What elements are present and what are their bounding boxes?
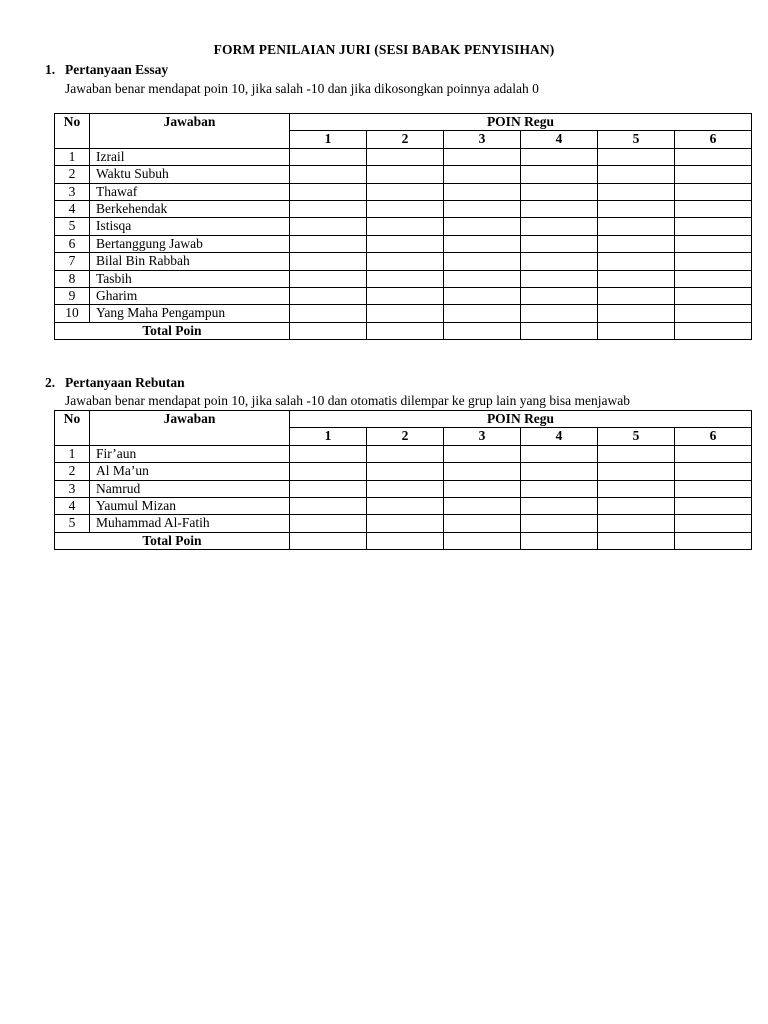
score-cell <box>598 253 675 270</box>
total-label: Total Poin <box>55 322 290 339</box>
table-row <box>55 287 752 304</box>
row-answer: Izrail <box>90 148 290 165</box>
score-cell <box>598 235 675 252</box>
score-cell <box>444 148 521 165</box>
score-cell <box>675 166 752 183</box>
score-cell <box>290 183 367 200</box>
row-number: 3 <box>55 183 90 200</box>
score-cell <box>290 218 367 235</box>
section-1-note: Jawaban benar mendapat poin 10, jika salah -10 dan jika dikosongkan poinnya adalah 0 <box>65 81 539 96</box>
total-row <box>55 532 752 549</box>
score-cell <box>444 253 521 270</box>
table-row <box>55 497 752 514</box>
table-row <box>55 200 752 217</box>
column-header-answer: Jawaban <box>90 114 290 149</box>
score-cell <box>675 305 752 322</box>
score-cell <box>367 497 444 514</box>
team-header: 1 <box>290 428 367 445</box>
row-number: 1 <box>55 445 90 462</box>
row-number: 8 <box>55 270 90 287</box>
total-score-cell <box>521 322 598 339</box>
score-cell <box>290 287 367 304</box>
row-number: 9 <box>55 287 90 304</box>
table-row <box>55 218 752 235</box>
score-cell <box>675 270 752 287</box>
team-header: 2 <box>367 131 444 148</box>
score-cell <box>290 480 367 497</box>
row-number: 2 <box>55 463 90 480</box>
score-cell <box>444 497 521 514</box>
score-cell <box>290 200 367 217</box>
score-cell <box>444 445 521 462</box>
score-cell <box>598 480 675 497</box>
score-cell <box>367 515 444 532</box>
score-cell <box>675 253 752 270</box>
score-cell <box>367 253 444 270</box>
row-number: 1 <box>55 148 90 165</box>
score-cell <box>367 463 444 480</box>
score-cell <box>444 183 521 200</box>
team-header: 3 <box>444 131 521 148</box>
score-cell <box>675 183 752 200</box>
score-cell <box>290 445 367 462</box>
score-cell <box>521 305 598 322</box>
team-header: 2 <box>367 428 444 445</box>
row-answer: Al Ma’un <box>90 463 290 480</box>
row-answer: Fir’aun <box>90 445 290 462</box>
table-header-row <box>55 114 752 131</box>
score-cell <box>521 515 598 532</box>
score-cell <box>444 515 521 532</box>
row-number: 4 <box>55 200 90 217</box>
rebutan-score-table <box>54 410 752 550</box>
score-cell <box>521 166 598 183</box>
team-header: 5 <box>598 131 675 148</box>
row-answer: Istisqa <box>90 218 290 235</box>
score-cell <box>444 305 521 322</box>
team-header: 4 <box>521 428 598 445</box>
score-cell <box>675 200 752 217</box>
score-cell <box>444 463 521 480</box>
row-answer: Namrud <box>90 480 290 497</box>
team-header: 3 <box>444 428 521 445</box>
score-cell <box>675 235 752 252</box>
table-row <box>55 445 752 462</box>
score-cell <box>444 166 521 183</box>
table-row <box>55 183 752 200</box>
row-number: 2 <box>55 166 90 183</box>
total-score-cell <box>598 322 675 339</box>
team-header: 6 <box>675 428 752 445</box>
score-cell <box>521 463 598 480</box>
team-header: 1 <box>290 131 367 148</box>
row-number: 4 <box>55 497 90 514</box>
total-score-cell <box>598 532 675 549</box>
score-cell <box>290 235 367 252</box>
score-cell <box>521 200 598 217</box>
score-cell <box>290 270 367 287</box>
score-cell <box>290 305 367 322</box>
total-score-cell <box>675 532 752 549</box>
table-row <box>55 253 752 270</box>
score-cell <box>290 497 367 514</box>
table-row <box>55 515 752 532</box>
team-header: 4 <box>521 131 598 148</box>
row-number: 5 <box>55 515 90 532</box>
section-2-title: Pertanyaan Rebutan <box>65 375 185 390</box>
score-cell <box>444 270 521 287</box>
score-cell <box>521 287 598 304</box>
row-answer: Tasbih <box>90 270 290 287</box>
column-header-points: POIN Regu <box>290 114 752 131</box>
score-cell <box>521 183 598 200</box>
score-cell <box>521 480 598 497</box>
column-header-answer: Jawaban <box>90 411 290 446</box>
score-cell <box>521 253 598 270</box>
score-cell <box>675 445 752 462</box>
score-cell <box>444 235 521 252</box>
row-number: 5 <box>55 218 90 235</box>
column-header-no: No <box>55 114 90 149</box>
table-row <box>55 463 752 480</box>
row-number: 7 <box>55 253 90 270</box>
row-number: 10 <box>55 305 90 322</box>
score-cell <box>598 497 675 514</box>
table-row <box>55 305 752 322</box>
score-cell <box>598 148 675 165</box>
section-2-number: 2. <box>45 375 56 390</box>
score-cell <box>444 287 521 304</box>
score-cell <box>367 200 444 217</box>
row-answer: Yang Maha Pengampun <box>90 305 290 322</box>
score-cell <box>367 287 444 304</box>
score-cell <box>675 515 752 532</box>
total-score-cell <box>367 532 444 549</box>
score-cell <box>521 270 598 287</box>
form-title: FORM PENILAIAN JURI (SESI BABAK PENYISIHAN) <box>213 42 555 57</box>
score-cell <box>367 218 444 235</box>
score-cell <box>290 253 367 270</box>
table-row <box>55 148 752 165</box>
score-cell <box>367 148 444 165</box>
total-score-cell <box>675 322 752 339</box>
table-row <box>55 235 752 252</box>
column-header-no: No <box>55 411 90 446</box>
row-number: 3 <box>55 480 90 497</box>
score-cell <box>521 497 598 514</box>
score-cell <box>290 515 367 532</box>
score-cell <box>675 497 752 514</box>
section-1-title: Pertanyaan Essay <box>65 62 169 77</box>
table-row <box>55 166 752 183</box>
row-answer: Muhammad Al-Fatih <box>90 515 290 532</box>
score-cell <box>521 445 598 462</box>
table-row <box>55 270 752 287</box>
score-cell <box>521 148 598 165</box>
score-cell <box>290 463 367 480</box>
score-cell <box>598 166 675 183</box>
column-header-points: POIN Regu <box>290 411 752 428</box>
score-cell <box>444 218 521 235</box>
section-2-note: Jawaban benar mendapat poin 10, jika salah -10 dan otomatis dilempar ke grup lain yang bisa menjawab <box>65 393 630 408</box>
score-cell <box>367 235 444 252</box>
score-cell <box>367 183 444 200</box>
score-cell <box>598 183 675 200</box>
total-score-cell <box>290 532 367 549</box>
section-1-heading <box>45 62 168 78</box>
section-1-number: 1. <box>45 62 56 77</box>
total-score-cell <box>367 322 444 339</box>
score-cell <box>598 445 675 462</box>
score-cell <box>598 200 675 217</box>
score-cell <box>367 305 444 322</box>
row-answer: Yaumul Mizan <box>90 497 290 514</box>
score-cell <box>367 270 444 287</box>
score-cell <box>521 235 598 252</box>
score-cell <box>598 305 675 322</box>
score-cell <box>444 200 521 217</box>
section-2-heading <box>45 375 185 391</box>
score-cell <box>290 148 367 165</box>
score-cell <box>367 166 444 183</box>
row-answer: Berkehendak <box>90 200 290 217</box>
score-cell <box>675 218 752 235</box>
score-cell <box>598 270 675 287</box>
team-header: 5 <box>598 428 675 445</box>
score-cell <box>675 148 752 165</box>
score-cell <box>598 218 675 235</box>
row-answer: Thawaf <box>90 183 290 200</box>
total-score-cell <box>444 532 521 549</box>
score-cell <box>598 515 675 532</box>
score-cell <box>675 287 752 304</box>
score-cell <box>290 166 367 183</box>
score-cell <box>598 463 675 480</box>
total-label: Total Poin <box>55 532 290 549</box>
score-cell <box>675 463 752 480</box>
row-answer: Gharim <box>90 287 290 304</box>
total-score-cell <box>521 532 598 549</box>
essay-score-table <box>54 113 752 340</box>
table-row <box>55 480 752 497</box>
score-cell <box>675 480 752 497</box>
table-header-row <box>55 411 752 428</box>
total-row <box>55 322 752 339</box>
row-answer: Waktu Subuh <box>90 166 290 183</box>
score-cell <box>444 480 521 497</box>
row-answer: Bertanggung Jawab <box>90 235 290 252</box>
row-number: 6 <box>55 235 90 252</box>
score-cell <box>367 480 444 497</box>
total-score-cell <box>290 322 367 339</box>
total-score-cell <box>444 322 521 339</box>
score-cell <box>521 218 598 235</box>
team-header: 6 <box>675 131 752 148</box>
score-cell <box>367 445 444 462</box>
score-cell <box>598 287 675 304</box>
row-answer: Bilal Bin Rabbah <box>90 253 290 270</box>
